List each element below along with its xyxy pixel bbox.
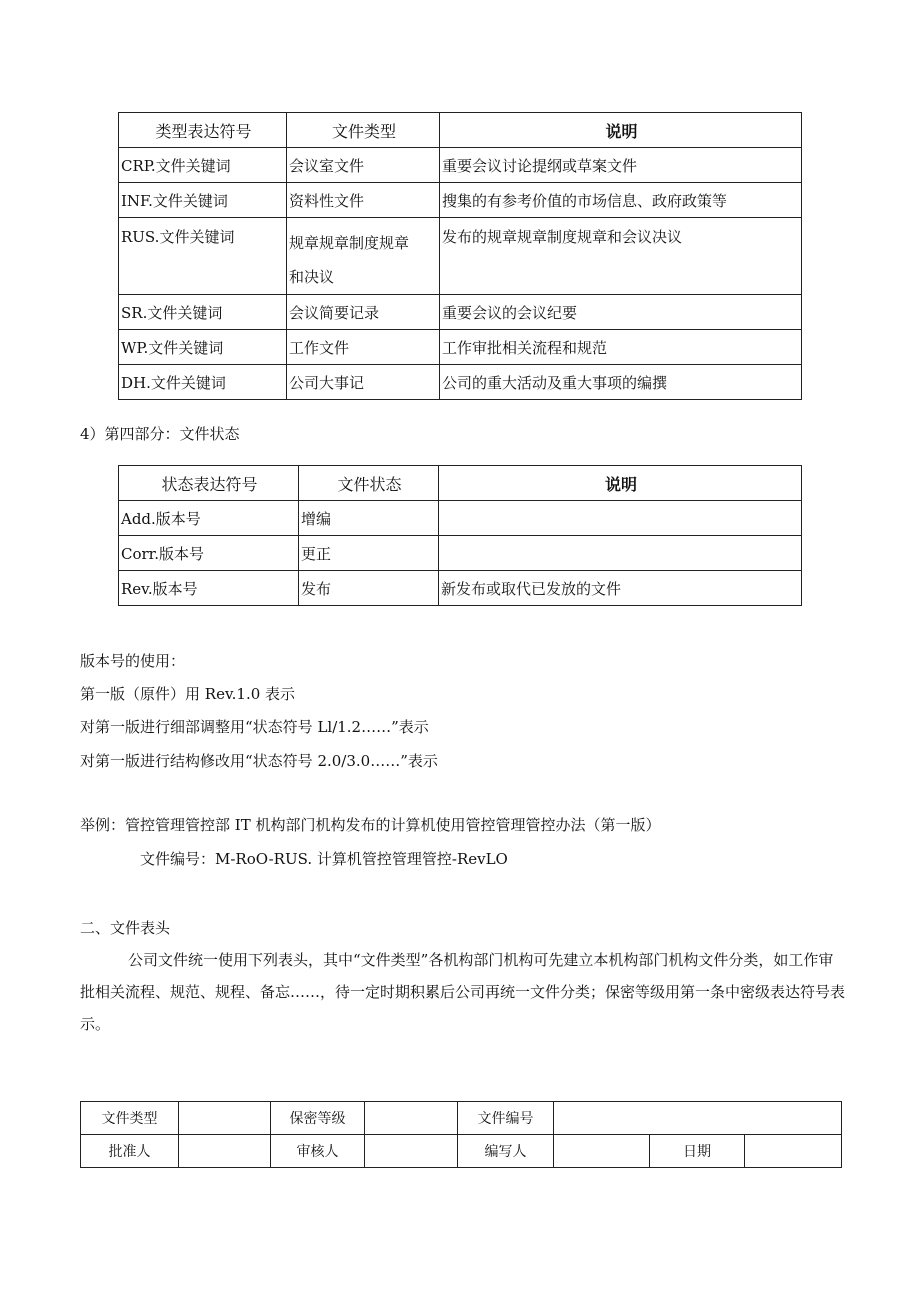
table-row xyxy=(119,365,802,400)
table-row xyxy=(119,183,802,218)
header-value-doc-type xyxy=(179,1102,271,1135)
version-usage-title: 版本号的使用： xyxy=(80,652,186,670)
type-name-cell: 公司大事记 xyxy=(287,365,440,400)
table-row xyxy=(119,536,802,571)
type-desc-cell: 重要会议的会议纪要 xyxy=(440,295,802,330)
type-desc-cell: 重要会议讨论提纲或草案文件 xyxy=(440,148,802,183)
status-symbol-cell: Add.版本号 xyxy=(119,501,299,536)
type-symbol-cell: SR.文件关键词 xyxy=(119,295,287,330)
table-row xyxy=(119,501,802,536)
type-desc-cell: 公司的重大活动及重大事项的编撰 xyxy=(440,365,802,400)
type-symbol-cell: RUS.文件关键词 xyxy=(119,218,287,295)
header-label-security-level: 保密等级 xyxy=(271,1102,365,1135)
table-row xyxy=(119,295,802,330)
type-symbol-header: 类型表达符号 xyxy=(119,113,287,148)
type-name-line2: 和决议 xyxy=(289,268,335,286)
status-name-cell: 更正 xyxy=(299,536,439,571)
status-symbol-header: 状态表达符号 xyxy=(119,466,299,501)
type-name-cell: 会议简要记录 xyxy=(287,295,440,330)
status-name-cell: 增编 xyxy=(299,501,439,536)
type-symbol-cell: CRP.文件关键词 xyxy=(119,148,287,183)
type-symbol-cell: WP.文件关键词 xyxy=(119,330,287,365)
type-name-line1: 规章规章制度规章 xyxy=(289,234,410,252)
type-name-cell: 资料性文件 xyxy=(287,183,440,218)
table-row xyxy=(119,148,802,183)
header-label-doc-type: 文件类型 xyxy=(81,1102,179,1135)
type-desc-cell: 搜集的有参考价值的市场信息、政府政策等 xyxy=(440,183,802,218)
status-name-cell: 发布 xyxy=(299,571,439,606)
description-header: 说明 xyxy=(440,113,802,148)
type-desc-cell: 发布的规章规章制度规章和会议决议 xyxy=(440,218,802,295)
header-value-doc-number xyxy=(554,1102,842,1135)
type-desc-cell: 工作审批相关流程和规范 xyxy=(440,330,802,365)
table-row xyxy=(119,571,802,606)
type-symbol-cell: DH.文件关键词 xyxy=(119,365,287,400)
type-symbol-cell: INF.文件关键词 xyxy=(119,183,287,218)
document-type-table xyxy=(118,112,802,400)
header-value-security-level xyxy=(365,1102,458,1135)
type-name-cell xyxy=(287,218,440,295)
table-row xyxy=(119,218,802,295)
table-row xyxy=(119,330,802,365)
version-usage-line: 对第一版进行细部调整用“状态符号 Ll/1.2……”表示 xyxy=(80,718,429,736)
status-desc-cell xyxy=(439,501,802,536)
status-desc-cell xyxy=(439,536,802,571)
header-label-approver: 批准人 xyxy=(81,1135,179,1168)
version-usage-line: 第一版（原件）用 Rev.1.0 表示 xyxy=(80,685,296,703)
header-label-date: 日期 xyxy=(650,1135,745,1168)
document-type-header: 文件类型 xyxy=(287,113,440,148)
header-value-date xyxy=(745,1135,842,1168)
header-label-reviewer: 审核人 xyxy=(271,1135,365,1168)
type-name-cell: 工作文件 xyxy=(287,330,440,365)
status-symbol-cell: Rev.版本号 xyxy=(119,571,299,606)
section2-heading: 二、文件表头 xyxy=(80,919,171,937)
document-header-table xyxy=(80,1101,842,1168)
section4-heading: 4）第四部分：文件状态 xyxy=(80,425,240,443)
type-name-cell: 会议室文件 xyxy=(287,148,440,183)
example-file-number: 文件编号：M-RoO-RUS. 计算机管控管理管控-RevLO xyxy=(140,850,508,868)
status-symbol-cell: Corr.版本号 xyxy=(119,536,299,571)
header-value-author xyxy=(554,1135,650,1168)
header-label-author: 编写人 xyxy=(458,1135,554,1168)
document-status-table xyxy=(118,465,802,606)
section2-paragraph: 公司文件统一使用下列表头，其中“文件类型”各机构部门机构可先建立本机构部门机构文件分类，如工作审批相关流程、规范、规程、备忘……，待一定时期积累后公司再统一文件分类；保密等级用第一条中密级表达符号表示。 xyxy=(80,951,846,1033)
header-label-doc-number: 文件编号 xyxy=(458,1102,554,1135)
status-desc-cell: 新发布或取代已发放的文件 xyxy=(439,571,802,606)
status-description-header: 说明 xyxy=(439,466,802,501)
header-value-approver xyxy=(179,1135,271,1168)
version-usage-line: 对第一版进行结构修改用“状态符号 2.0/3.0……”表示 xyxy=(80,752,438,770)
example-line: 举例：管控管理管控部 IT 机构部门机构发布的计算机使用管控管理管控办法（第一版） xyxy=(80,816,661,834)
header-value-reviewer xyxy=(365,1135,458,1168)
status-header: 文件状态 xyxy=(299,466,439,501)
